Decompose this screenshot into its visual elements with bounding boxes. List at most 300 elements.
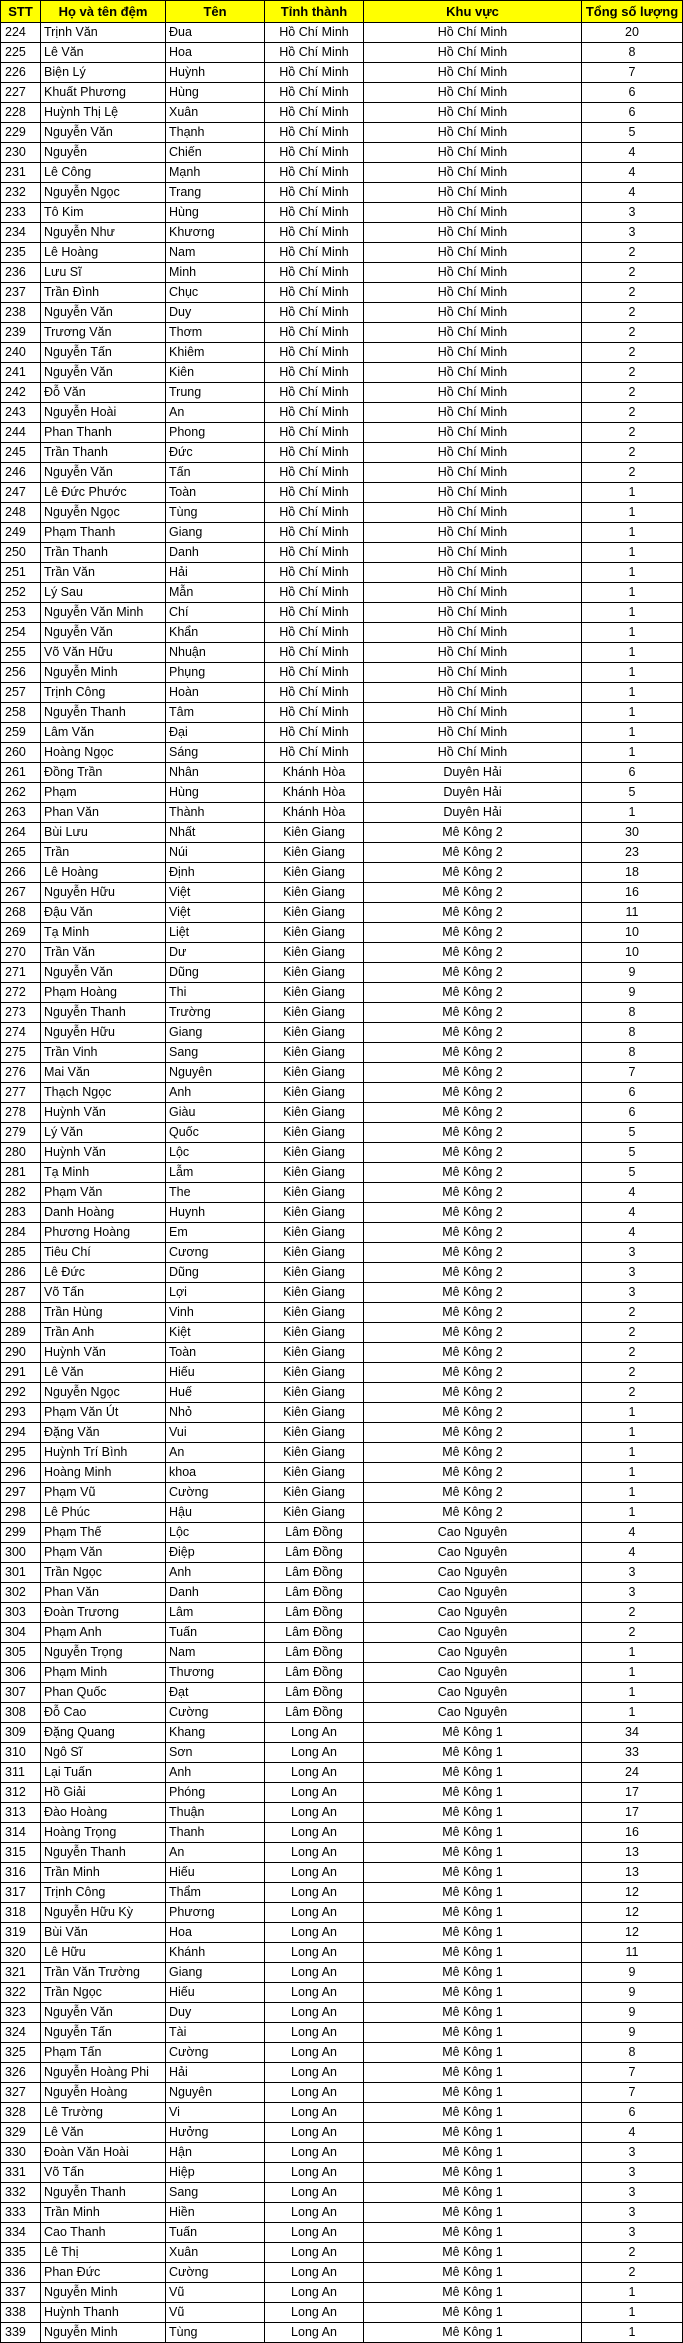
cell-tinh-thanh: Long An [265, 2203, 364, 2223]
cell-ho-va-ten-dem: Lâm Văn [41, 723, 166, 743]
table-row [1, 863, 683, 883]
cell-stt: 298 [1, 1503, 41, 1523]
cell-ho-va-ten-dem: Lê Đức [41, 1263, 166, 1283]
cell-stt: 292 [1, 1383, 41, 1403]
cell-khu-vuc: Hồ Chí Minh [364, 343, 582, 363]
cell-tinh-thanh: Long An [265, 1903, 364, 1923]
cell-khu-vuc: Hồ Chí Minh [364, 623, 582, 643]
cell-tong-so-luong: 3 [582, 1563, 683, 1583]
cell-ho-va-ten-dem: Bùi Văn [41, 1923, 166, 1943]
cell-tinh-thanh: Kiên Giang [265, 903, 364, 923]
cell-tinh-thanh: Kiên Giang [265, 1463, 364, 1483]
cell-ho-va-ten-dem: Nguyễn Văn [41, 2003, 166, 2023]
cell-tong-so-luong: 2 [582, 463, 683, 483]
cell-khu-vuc: Cao Nguyên [364, 1623, 582, 1643]
table-row [1, 1743, 683, 1763]
cell-tong-so-luong: 1 [582, 803, 683, 823]
header-row [1, 1, 683, 23]
cell-tinh-thanh: Long An [265, 2063, 364, 2083]
cell-ten: Sang [166, 1043, 265, 1063]
cell-ho-va-ten-dem: Phạm Hoàng [41, 983, 166, 1003]
cell-tinh-thanh: Khánh Hòa [265, 763, 364, 783]
cell-ho-va-ten-dem: Huỳnh Văn [41, 1143, 166, 1163]
table-row [1, 483, 683, 503]
cell-tong-so-luong: 1 [582, 503, 683, 523]
cell-tinh-thanh: Kiên Giang [265, 1243, 364, 1263]
cell-tong-so-luong: 1 [582, 743, 683, 763]
cell-tong-so-luong: 11 [582, 903, 683, 923]
cell-ten: Lẫm [166, 1163, 265, 1183]
cell-khu-vuc: Hồ Chí Minh [364, 323, 582, 343]
cell-khu-vuc: Mê Kông 2 [364, 843, 582, 863]
cell-stt: 286 [1, 1263, 41, 1283]
cell-ten: Định [166, 863, 265, 883]
cell-tinh-thanh: Long An [265, 1763, 364, 1783]
table-row [1, 2223, 683, 2243]
cell-tong-so-luong: 5 [582, 1123, 683, 1143]
cell-stt: 239 [1, 323, 41, 343]
cell-tong-so-luong: 5 [582, 1143, 683, 1163]
cell-stt: 269 [1, 923, 41, 943]
cell-ho-va-ten-dem: Tạ Minh [41, 923, 166, 943]
cell-stt: 225 [1, 43, 41, 63]
cell-tong-so-luong: 4 [582, 1543, 683, 1563]
cell-ten: Giang [166, 1963, 265, 1983]
cell-ho-va-ten-dem: Võ Văn Hữu [41, 643, 166, 663]
cell-tong-so-luong: 9 [582, 2003, 683, 2023]
cell-tinh-thanh: Long An [265, 1803, 364, 1823]
cell-khu-vuc: Hồ Chí Minh [364, 223, 582, 243]
cell-tong-so-luong: 4 [582, 163, 683, 183]
cell-tinh-thanh: Long An [265, 1863, 364, 1883]
table-row [1, 903, 683, 923]
cell-tong-so-luong: 7 [582, 63, 683, 83]
cell-tinh-thanh: Hồ Chí Minh [265, 243, 364, 263]
cell-ten: Hùng [166, 83, 265, 103]
cell-tong-so-luong: 2 [582, 243, 683, 263]
cell-khu-vuc: Mê Kông 2 [364, 1403, 582, 1423]
cell-khu-vuc: Hồ Chí Minh [364, 103, 582, 123]
cell-ho-va-ten-dem: Trần Minh [41, 2203, 166, 2223]
cell-khu-vuc: Cao Nguyên [364, 1643, 582, 1663]
cell-stt: 285 [1, 1243, 41, 1263]
cell-khu-vuc: Mê Kông 1 [364, 2323, 582, 2343]
cell-ten: Việt [166, 883, 265, 903]
cell-stt: 231 [1, 163, 41, 183]
cell-ten: Thơm [166, 323, 265, 343]
table-row [1, 1543, 683, 1563]
cell-stt: 304 [1, 1623, 41, 1643]
cell-tong-so-luong: 1 [582, 703, 683, 723]
cell-tong-so-luong: 30 [582, 823, 683, 843]
cell-tinh-thanh: Hồ Chí Minh [265, 83, 364, 103]
cell-tinh-thanh: Hồ Chí Minh [265, 463, 364, 483]
cell-ten: Toàn [166, 1343, 265, 1363]
cell-tinh-thanh: Kiên Giang [265, 1103, 364, 1123]
table-row [1, 1723, 683, 1743]
cell-stt: 226 [1, 63, 41, 83]
table-row [1, 1083, 683, 1103]
cell-tinh-thanh: Kiên Giang [265, 1023, 364, 1043]
cell-khu-vuc: Mê Kông 2 [364, 1363, 582, 1383]
table-row [1, 623, 683, 643]
cell-khu-vuc: Hồ Chí Minh [364, 503, 582, 523]
cell-ten: Dũng [166, 963, 265, 983]
cell-khu-vuc: Cao Nguyên [364, 1563, 582, 1583]
cell-ho-va-ten-dem: Huỳnh Trí Bình [41, 1443, 166, 1463]
cell-khu-vuc: Hồ Chí Minh [364, 83, 582, 103]
cell-ho-va-ten-dem: Phan Quốc [41, 1683, 166, 1703]
cell-ho-va-ten-dem: Huỳnh Văn [41, 1343, 166, 1363]
cell-ho-va-ten-dem: Phan Văn [41, 803, 166, 823]
cell-tinh-thanh: Kiên Giang [265, 1123, 364, 1143]
table-row [1, 1903, 683, 1923]
cell-stt: 334 [1, 2223, 41, 2243]
table-header [1, 1, 683, 23]
cell-tong-so-luong: 24 [582, 1763, 683, 1783]
cell-khu-vuc: Mê Kông 2 [364, 1483, 582, 1503]
cell-tong-so-luong: 13 [582, 1863, 683, 1883]
cell-tong-so-luong: 3 [582, 2143, 683, 2163]
table-row [1, 703, 683, 723]
cell-ho-va-ten-dem: Lê Hoàng [41, 243, 166, 263]
cell-tong-so-luong: 1 [582, 1483, 683, 1503]
cell-ho-va-ten-dem: Trần Văn Trường [41, 1963, 166, 1983]
cell-ten: Hiếu [166, 1363, 265, 1383]
cell-stt: 252 [1, 583, 41, 603]
table-row [1, 843, 683, 863]
cell-stt: 242 [1, 383, 41, 403]
cell-ho-va-ten-dem: Nguyễn Văn [41, 363, 166, 383]
cell-khu-vuc: Hồ Chí Minh [364, 603, 582, 623]
cell-ho-va-ten-dem: Trần Ngọc [41, 1983, 166, 2003]
cell-tong-so-luong: 2 [582, 1363, 683, 1383]
cell-ten: Danh [166, 1583, 265, 1603]
cell-khu-vuc: Mê Kông 1 [364, 2223, 582, 2243]
cell-tinh-thanh: Long An [265, 2143, 364, 2163]
cell-tinh-thanh: Hồ Chí Minh [265, 523, 364, 543]
cell-ho-va-ten-dem: Nguyễn Văn Minh [41, 603, 166, 623]
cell-tong-so-luong: 17 [582, 1783, 683, 1803]
table-row [1, 2043, 683, 2063]
cell-khu-vuc: Mê Kông 1 [364, 2123, 582, 2143]
cell-khu-vuc: Mê Kông 1 [364, 1743, 582, 1763]
table-row [1, 1163, 683, 1183]
cell-ho-va-ten-dem: Nguyễn Văn [41, 123, 166, 143]
cell-khu-vuc: Mê Kông 2 [364, 883, 582, 903]
cell-tong-so-luong: 11 [582, 1943, 683, 1963]
cell-tinh-thanh: Long An [265, 1783, 364, 1803]
cell-tong-so-luong: 1 [582, 663, 683, 683]
cell-khu-vuc: Mê Kông 2 [364, 1423, 582, 1443]
cell-tong-so-luong: 12 [582, 1883, 683, 1903]
cell-stt: 287 [1, 1283, 41, 1303]
cell-tong-so-luong: 10 [582, 923, 683, 943]
table-row [1, 83, 683, 103]
cell-tinh-thanh: Long An [265, 1923, 364, 1943]
cell-tong-so-luong: 1 [582, 583, 683, 603]
cell-ho-va-ten-dem: Phạm Thanh [41, 523, 166, 543]
cell-tong-so-luong: 3 [582, 223, 683, 243]
cell-khu-vuc: Hồ Chí Minh [364, 723, 582, 743]
cell-tinh-thanh: Kiên Giang [265, 1163, 364, 1183]
table-row [1, 383, 683, 403]
cell-ten: Quốc [166, 1123, 265, 1143]
cell-tong-so-luong: 12 [582, 1923, 683, 1943]
cell-ten: Cường [166, 2043, 265, 2063]
cell-tong-so-luong: 1 [582, 1443, 683, 1463]
table-row [1, 543, 683, 563]
cell-khu-vuc: Mê Kông 1 [364, 2203, 582, 2223]
cell-stt: 328 [1, 2103, 41, 2123]
cell-stt: 303 [1, 1603, 41, 1623]
cell-ho-va-ten-dem: Nguyễn Hữu [41, 1023, 166, 1043]
cell-khu-vuc: Hồ Chí Minh [364, 523, 582, 543]
cell-tinh-thanh: Hồ Chí Minh [265, 683, 364, 703]
cell-ten: Mạnh [166, 163, 265, 183]
cell-tinh-thanh: Hồ Chí Minh [265, 663, 364, 683]
cell-stt: 238 [1, 303, 41, 323]
cell-khu-vuc: Mê Kông 1 [364, 2263, 582, 2283]
cell-stt: 277 [1, 1083, 41, 1103]
cell-tong-so-luong: 3 [582, 2223, 683, 2243]
cell-khu-vuc: Mê Kông 1 [364, 2163, 582, 2183]
table-row [1, 2143, 683, 2163]
cell-stt: 283 [1, 1203, 41, 1223]
cell-ten: Nhỏ [166, 1403, 265, 1423]
cell-ho-va-ten-dem: Phạm Tấn [41, 2043, 166, 2063]
cell-tinh-thanh: Kiên Giang [265, 1223, 364, 1243]
cell-ten: Mẫn [166, 583, 265, 603]
header-khu-vuc: Khu vực [364, 1, 582, 23]
table-row [1, 2103, 683, 2123]
cell-ho-va-ten-dem: Trần Anh [41, 1323, 166, 1343]
cell-stt: 274 [1, 1023, 41, 1043]
cell-tong-so-luong: 2 [582, 403, 683, 423]
cell-ho-va-ten-dem: Nguyễn Ngọc [41, 503, 166, 523]
cell-tinh-thanh: Long An [265, 1743, 364, 1763]
cell-tinh-thanh: Hồ Chí Minh [265, 583, 364, 603]
cell-tinh-thanh: Long An [265, 2323, 364, 2343]
cell-stt: 278 [1, 1103, 41, 1123]
cell-stt: 296 [1, 1463, 41, 1483]
cell-khu-vuc: Mê Kông 2 [364, 1383, 582, 1403]
cell-ho-va-ten-dem: Trần Đình [41, 283, 166, 303]
table-row [1, 1923, 683, 1943]
cell-tinh-thanh: Hồ Chí Minh [265, 123, 364, 143]
cell-ten: Anh [166, 1083, 265, 1103]
cell-tinh-thanh: Hồ Chí Minh [265, 43, 364, 63]
cell-stt: 258 [1, 703, 41, 723]
cell-stt: 305 [1, 1643, 41, 1663]
cell-khu-vuc: Mê Kông 1 [364, 1783, 582, 1803]
cell-stt: 275 [1, 1043, 41, 1063]
cell-stt: 338 [1, 2303, 41, 2323]
cell-ten: Hoàn [166, 683, 265, 703]
cell-ho-va-ten-dem: Nguyễn Hoài [41, 403, 166, 423]
cell-tong-so-luong: 3 [582, 203, 683, 223]
cell-ho-va-ten-dem: Lê Văn [41, 1363, 166, 1383]
cell-khu-vuc: Hồ Chí Minh [364, 183, 582, 203]
cell-stt: 247 [1, 483, 41, 503]
cell-ten: Hiếu [166, 1983, 265, 2003]
cell-tong-so-luong: 33 [582, 1743, 683, 1763]
table-row [1, 1223, 683, 1243]
cell-tong-so-luong: 1 [582, 1663, 683, 1683]
table-row [1, 283, 683, 303]
cell-stt: 279 [1, 1123, 41, 1143]
cell-tinh-thanh: Long An [265, 2303, 364, 2323]
cell-tong-so-luong: 4 [582, 143, 683, 163]
cell-ten: Liệt [166, 923, 265, 943]
cell-tinh-thanh: Lâm Đồng [265, 1663, 364, 1683]
cell-stt: 261 [1, 763, 41, 783]
cell-ten: Chiến [166, 143, 265, 163]
cell-ten: Nam [166, 243, 265, 263]
cell-tinh-thanh: Kiên Giang [265, 1143, 364, 1163]
cell-tong-so-luong: 1 [582, 563, 683, 583]
cell-tong-so-luong: 2 [582, 1343, 683, 1363]
table-row [1, 463, 683, 483]
cell-tong-so-luong: 6 [582, 103, 683, 123]
cell-khu-vuc: Hồ Chí Minh [364, 23, 582, 43]
cell-ho-va-ten-dem: Lý Văn [41, 1123, 166, 1143]
table-row [1, 2003, 683, 2023]
cell-khu-vuc: Hồ Chí Minh [364, 403, 582, 423]
cell-tong-so-luong: 6 [582, 1103, 683, 1123]
cell-stt: 234 [1, 223, 41, 243]
table-row [1, 1623, 683, 1643]
cell-ho-va-ten-dem: Phan Đức [41, 2263, 166, 2283]
cell-ho-va-ten-dem: Khuất Phương [41, 83, 166, 103]
cell-ten: Tuấn [166, 1623, 265, 1643]
table-row [1, 1423, 683, 1443]
cell-ho-va-ten-dem: Phương Hoàng [41, 1223, 166, 1243]
cell-tinh-thanh: Kiên Giang [265, 1403, 364, 1423]
table-row [1, 1403, 683, 1423]
cell-khu-vuc: Duyên Hải [364, 783, 582, 803]
cell-ho-va-ten-dem: Bùi Lưu [41, 823, 166, 843]
cell-ho-va-ten-dem: Trần Văn [41, 563, 166, 583]
cell-ten: Cường [166, 1483, 265, 1503]
cell-stt: 267 [1, 883, 41, 903]
cell-ten: Thanh [166, 1823, 265, 1843]
table-row [1, 43, 683, 63]
cell-tinh-thanh: Long An [265, 2263, 364, 2283]
cell-tinh-thanh: Lâm Đồng [265, 1603, 364, 1623]
cell-tong-so-luong: 2 [582, 263, 683, 283]
cell-tong-so-luong: 2 [582, 383, 683, 403]
cell-tong-so-luong: 6 [582, 2103, 683, 2123]
cell-stt: 280 [1, 1143, 41, 1163]
cell-tong-so-luong: 6 [582, 1083, 683, 1103]
cell-tinh-thanh: Kiên Giang [265, 983, 364, 1003]
cell-stt: 281 [1, 1163, 41, 1183]
cell-tong-so-luong: 1 [582, 723, 683, 743]
cell-tong-so-luong: 1 [582, 643, 683, 663]
cell-khu-vuc: Cao Nguyên [364, 1663, 582, 1683]
cell-tinh-thanh: Long An [265, 2043, 364, 2063]
cell-khu-vuc: Mê Kông 1 [364, 2303, 582, 2323]
cell-stt: 243 [1, 403, 41, 423]
cell-ten: Vui [166, 1423, 265, 1443]
table-row [1, 183, 683, 203]
cell-ho-va-ten-dem: Cao Thanh [41, 2223, 166, 2243]
cell-tinh-thanh: Long An [265, 2243, 364, 2263]
cell-khu-vuc: Hồ Chí Minh [364, 703, 582, 723]
cell-ten: Vinh [166, 1303, 265, 1323]
cell-ten: Khẩn [166, 623, 265, 643]
cell-tong-so-luong: 1 [582, 603, 683, 623]
cell-ho-va-ten-dem: Nguyễn Minh [41, 2283, 166, 2303]
cell-stt: 306 [1, 1663, 41, 1683]
table-row [1, 1563, 683, 1583]
cell-ten: An [166, 1443, 265, 1463]
cell-tong-so-luong: 8 [582, 1043, 683, 1063]
cell-ten: Khương [166, 223, 265, 243]
table-row [1, 2323, 683, 2343]
cell-tong-so-luong: 9 [582, 1983, 683, 2003]
cell-tinh-thanh: Kiên Giang [265, 943, 364, 963]
cell-stt: 237 [1, 283, 41, 303]
cell-tinh-thanh: Long An [265, 2083, 364, 2103]
cell-tong-so-luong: 3 [582, 1583, 683, 1603]
cell-stt: 330 [1, 2143, 41, 2163]
cell-tong-so-luong: 2 [582, 423, 683, 443]
cell-tinh-thanh: Long An [265, 2223, 364, 2243]
cell-ten: Hiếu [166, 1863, 265, 1883]
cell-stt: 244 [1, 423, 41, 443]
cell-ho-va-ten-dem: Lê Hoàng [41, 863, 166, 883]
cell-tinh-thanh: Lâm Đồng [265, 1683, 364, 1703]
table-body [1, 23, 683, 2343]
cell-khu-vuc: Mê Kông 1 [364, 2283, 582, 2303]
cell-ten: Nhuận [166, 643, 265, 663]
cell-khu-vuc: Mê Kông 2 [364, 1043, 582, 1063]
cell-tong-so-luong: 1 [582, 1423, 683, 1443]
cell-tinh-thanh: Hồ Chí Minh [265, 423, 364, 443]
table-row [1, 943, 683, 963]
cell-khu-vuc: Mê Kông 2 [364, 963, 582, 983]
cell-ho-va-ten-dem: Nguyễn Thanh [41, 703, 166, 723]
cell-tinh-thanh: Kiên Giang [265, 923, 364, 943]
cell-tong-so-luong: 2 [582, 343, 683, 363]
cell-tong-so-luong: 5 [582, 783, 683, 803]
table-row [1, 63, 683, 83]
cell-tinh-thanh: Hồ Chí Minh [265, 623, 364, 643]
cell-tong-so-luong: 13 [582, 1843, 683, 1863]
cell-ten: Giang [166, 1023, 265, 1043]
cell-ten: Dũng [166, 1263, 265, 1283]
cell-ho-va-ten-dem: Trịnh Văn [41, 23, 166, 43]
cell-tinh-thanh: Hồ Chí Minh [265, 363, 364, 383]
cell-khu-vuc: Mê Kông 2 [364, 1283, 582, 1303]
cell-khu-vuc: Cao Nguyên [364, 1583, 582, 1603]
cell-khu-vuc: Mê Kông 2 [364, 1103, 582, 1123]
cell-ho-va-ten-dem: Nguyễn Văn [41, 963, 166, 983]
cell-stt: 311 [1, 1763, 41, 1783]
table-row [1, 983, 683, 1003]
table-row [1, 2283, 683, 2303]
cell-khu-vuc: Mê Kông 2 [364, 863, 582, 883]
cell-tinh-thanh: Long An [265, 2023, 364, 2043]
table-row [1, 963, 683, 983]
cell-stt: 253 [1, 603, 41, 623]
cell-ho-va-ten-dem: Phan Thanh [41, 423, 166, 443]
cell-stt: 270 [1, 943, 41, 963]
cell-ten: Đức [166, 443, 265, 463]
table-row [1, 103, 683, 123]
